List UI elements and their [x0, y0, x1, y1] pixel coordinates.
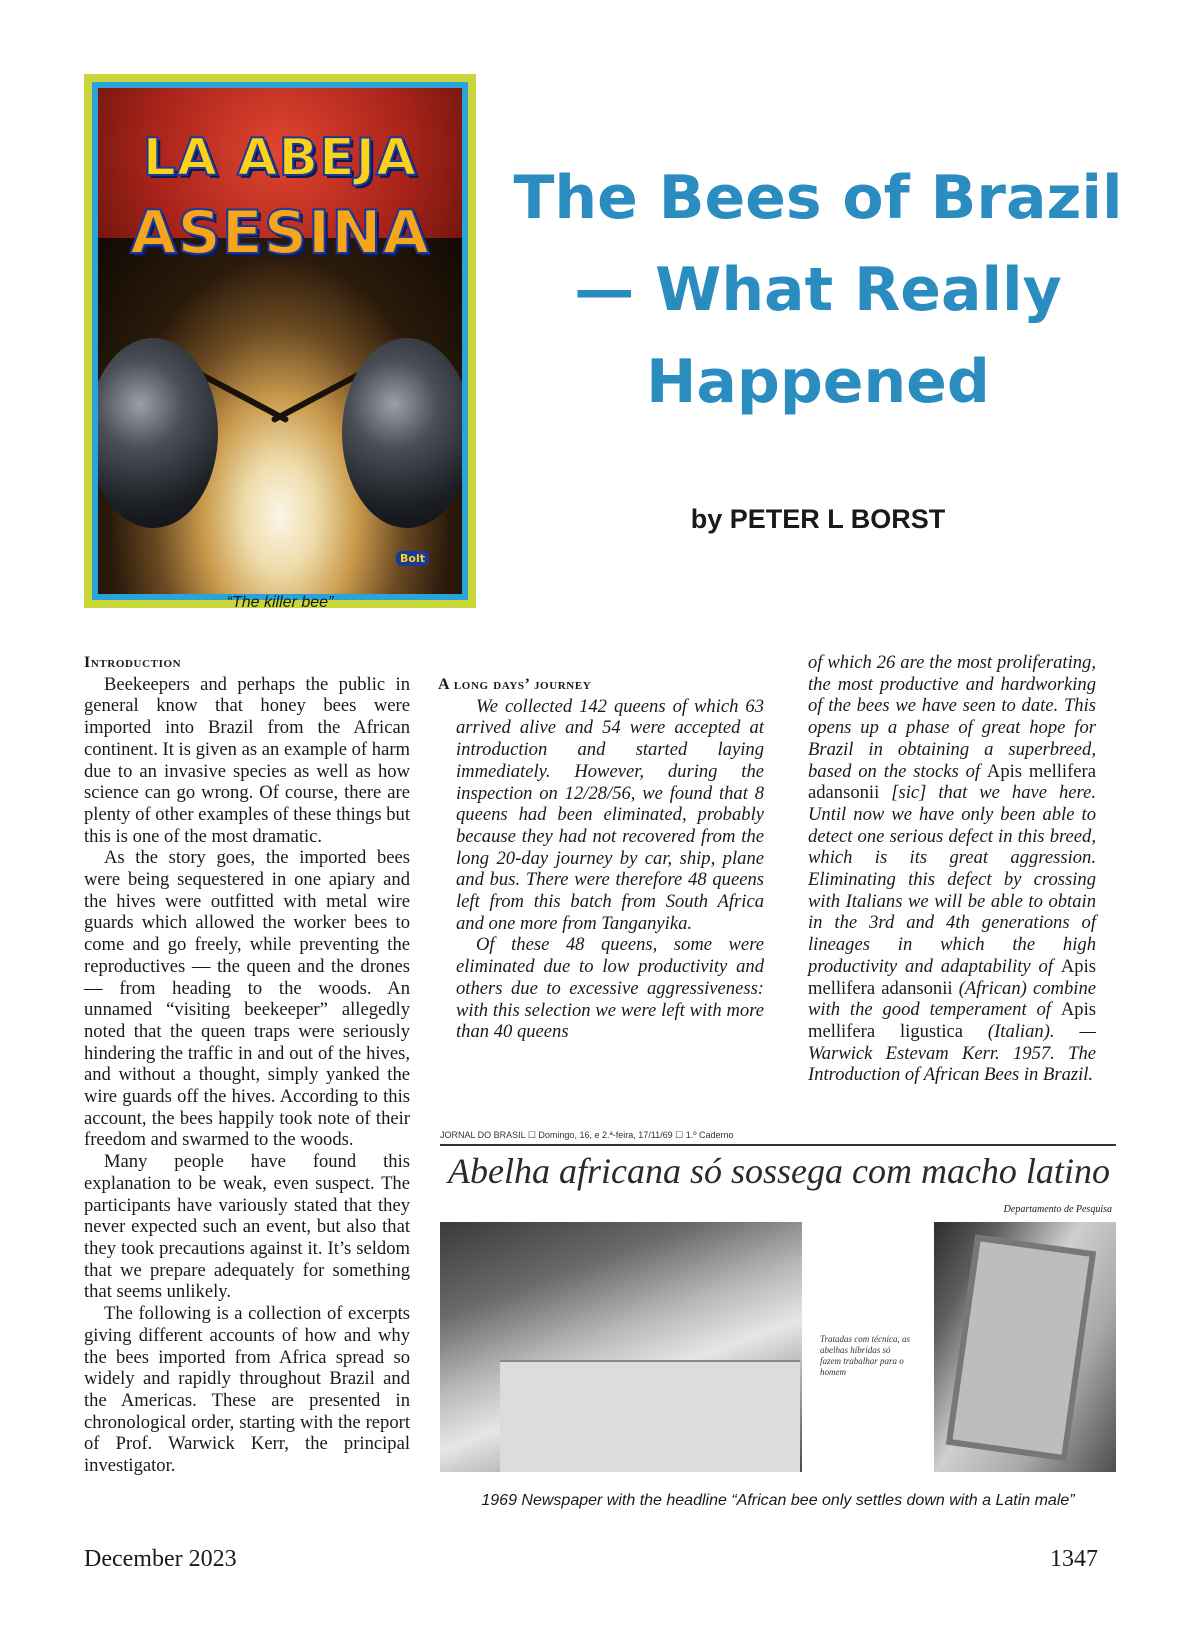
- cover-caption: “The killer bee”: [226, 594, 334, 611]
- paragraph-2: As the story goes, the imported bees were being sequestered in one apiary and the hives were outfitted with metal wire guards which allowed the worker bees to come and go freely, while preventing the reproductives — the queen and the drones — from heading to the woods. An unnamed “visiting beekeeper” allegedly noted that the queen traps were seriously hindering the traffic in and out of the hives, and without a thought, simply yanked the wire guards off the hives. According to this account, the bees happily took note of their freedom and swarmed to the woods.: [84, 847, 410, 1151]
- section-heading-introduction: Introduction: [84, 654, 182, 671]
- newspaper-clipping: [440, 1130, 1116, 1476]
- footer-date: December 2023: [84, 1546, 237, 1572]
- newspaper-department: Departamento de Pesquisa: [1003, 1204, 1112, 1215]
- column-2: [438, 652, 764, 1043]
- newspaper-photo-frame: [934, 1222, 1116, 1472]
- column-1: [84, 652, 410, 1477]
- newspaper-photo-caption: Tratadas com técnica, as abelhas híbridas só fazem trabalhar para o homem: [820, 1334, 910, 1377]
- cover-title-line1: LA ABEJA: [142, 128, 418, 188]
- newspaper-caption: 1969 Newspaper with the headline “African bee only settles down with a Latin male”: [481, 1492, 1075, 1509]
- column-3: [808, 652, 1096, 1086]
- byline: by PETER L BORST: [690, 504, 946, 534]
- bee-eye-left: [92, 338, 218, 528]
- quote-paragraph-2: Of these 48 queens, some were eliminated due to low productivity and others due to excessive aggressiveness: with this selection we were left with more than 40 queens: [456, 934, 764, 1043]
- cover-title-line2: ASESINA: [130, 198, 430, 268]
- paragraph-3: Many people have found this explanation to be weak, even suspect. The participants have variously stated that they never expected such an event, but also that they took precautions against it. It’s seldom that we prepare adequately for something that seems unlikely.: [84, 1151, 410, 1303]
- quote-paragraph-1: We collected 142 queens of which 63 arrived alive and 54 were accepted at introduction and started laying immediately. However, during the inspection on 12/28/56, we found that 8 queens had been eliminated, probably because they had not recovered from the long 20-day journey by car, ship, plane and bus. There were therefore 48 queens left from this batch from South Africa and one more from Tanganyika.: [456, 695, 764, 934]
- bee-eye-right: [342, 338, 468, 528]
- publisher-badge: Bolt: [396, 551, 429, 566]
- section-heading-journey: A long days’ journey: [438, 676, 592, 693]
- newspaper-masthead: JORNAL DO BRASIL ☐ Domingo, 16, e 2.ª-feira, 17/11/69 ☐ 1.º Caderno: [440, 1130, 1116, 1146]
- paragraph-4: The following is a collection of excerpts giving different accounts of how and why the bees imported from Africa spread so widely and rapidly throughout Brazil and the Americas. These are presented in chronological order, starting with the report of Prof. Warwick Kerr, the principal investigator.: [84, 1303, 410, 1477]
- kerr-quote: [456, 696, 764, 1043]
- article-title: The Bees of Brazil — What Really Happened: [513, 163, 1123, 417]
- cover-image: [84, 74, 476, 608]
- page-number: 1347: [1050, 1546, 1098, 1572]
- quote-continuation: of which 26 are the most proliferating, the most productive and hardworking of the bees we have seen to date. This opens up a phase of great hope for Brazil in obtaining a superbreed, based on the stocks of Apis mellifera adansonii [sic] that we have here. Until now we have only been able to detect one serious defect in this breed, which is its great aggression. Eliminating this defect by crossing with Italians we will be able to obtain in the 3rd and 4th generations of lineages in which the high productivity and adaptability of Apis mellifera adansonii (African) combine with the good temperament of Apis mellifera ligustica (Italian). — Warwick Estevam Kerr. 1957. The Introduction of African Bees in Brazil.: [808, 652, 1096, 1086]
- newspaper-headline: Abelha africana só sossega com macho latino: [448, 1151, 1110, 1191]
- paragraph-1: Beekeepers and perhaps the public in general know that honey bees were imported into Brazil from the African continent. It is given as an example of harm due to an invasive species as well as how science can go wrong. Of course, there are plenty of other examples of these things but this is one of the most dramatic.: [84, 673, 410, 847]
- newspaper-photo-hands: [440, 1222, 802, 1472]
